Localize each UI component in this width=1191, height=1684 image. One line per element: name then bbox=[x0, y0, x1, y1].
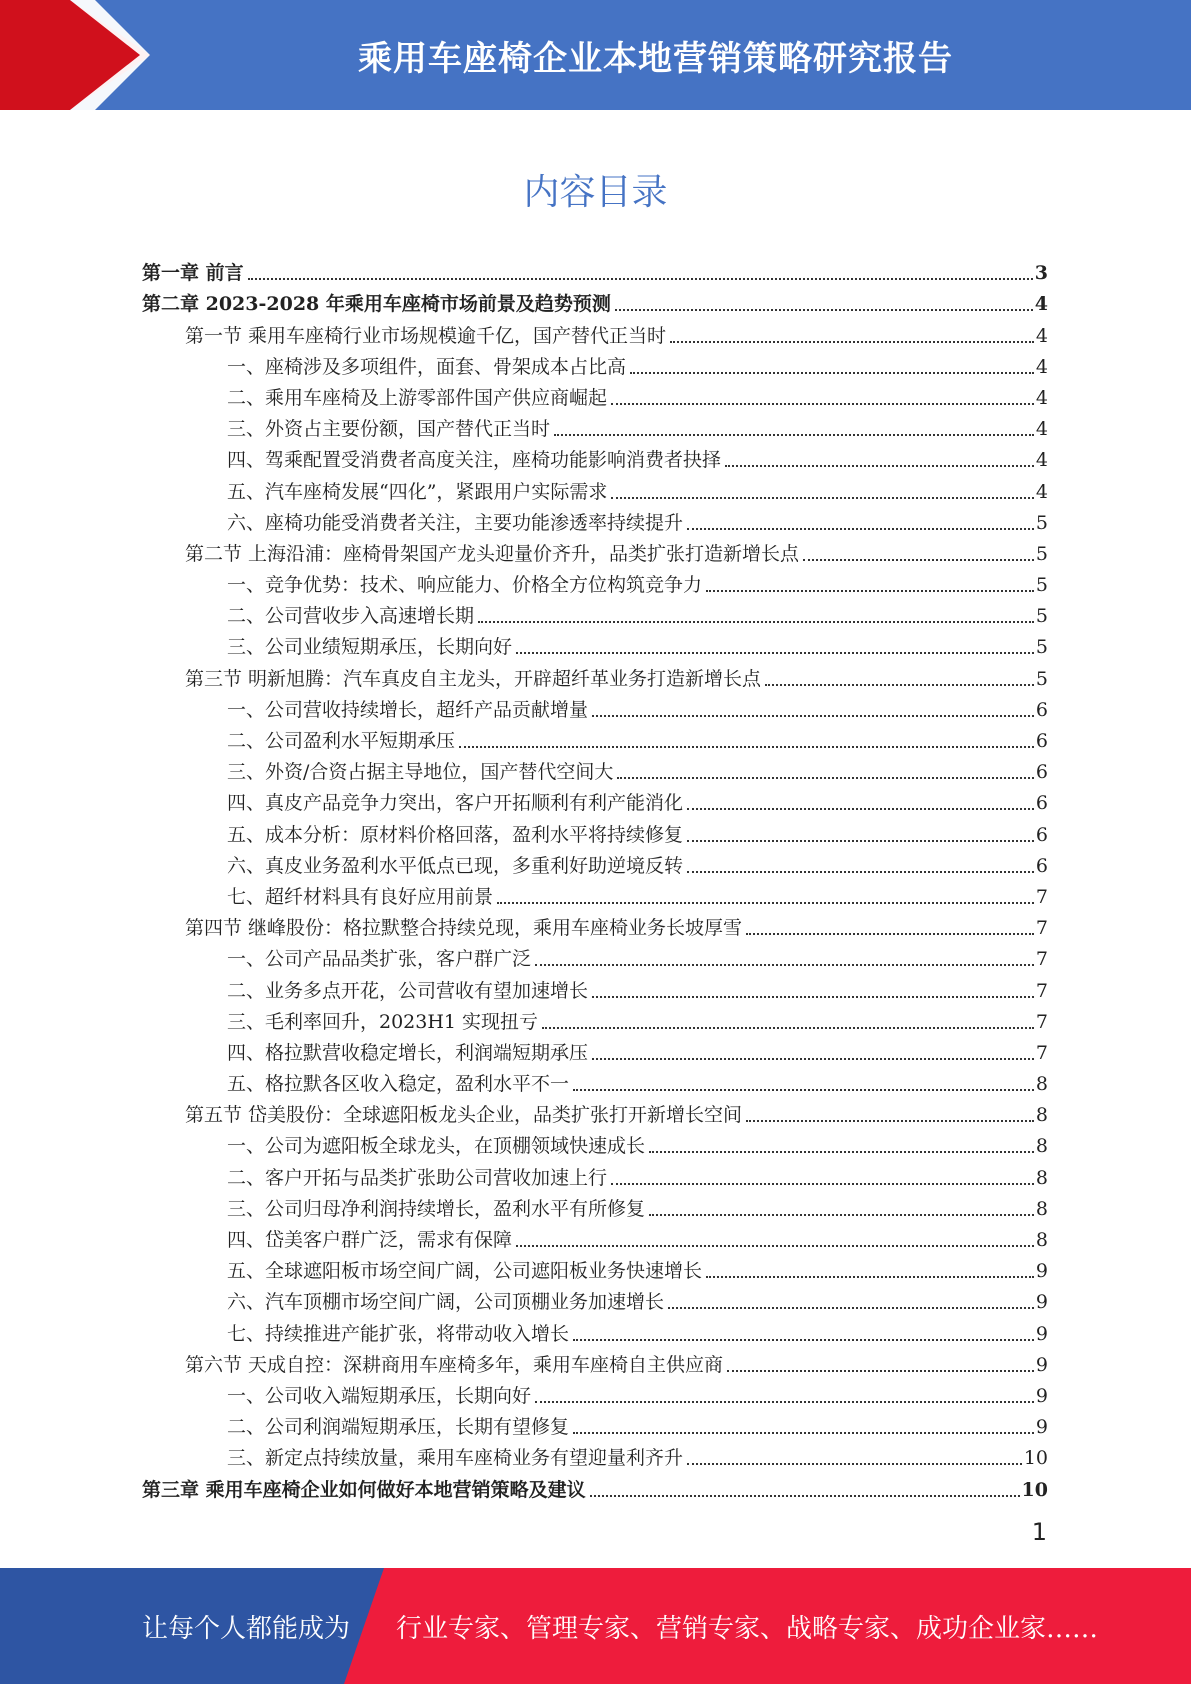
toc-entry-page: 9 bbox=[1035, 1416, 1048, 1439]
toc-entry[interactable] bbox=[142, 316, 1048, 347]
toc-entry-label: 七、持续推进产能扩张，将带动收入增长 bbox=[227, 1322, 570, 1345]
toc-entry-page: 5 bbox=[1035, 542, 1048, 565]
toc-entry-label: 七、超纤材料具有良好应用前景 bbox=[227, 885, 494, 908]
toc-entry-page: 9 bbox=[1035, 1353, 1048, 1376]
toc-entry[interactable] bbox=[142, 628, 1048, 659]
toc-entry-label: 二、业务多点开花，公司营收有望加速增长 bbox=[227, 979, 589, 1002]
toc-entry[interactable] bbox=[142, 1065, 1048, 1096]
toc-entry-page: 8 bbox=[1035, 1197, 1048, 1220]
toc-entry[interactable] bbox=[142, 597, 1048, 628]
toc-entry-label: 五、成本分析：原材料价格回落，盈利水平将持续修复 bbox=[227, 823, 684, 846]
toc-leader-dots bbox=[535, 1400, 1034, 1403]
toc-entry-page: 9 bbox=[1035, 1260, 1048, 1283]
toc-leader-dots bbox=[573, 1088, 1034, 1091]
toc-entry-page: 4 bbox=[1035, 355, 1048, 378]
toc-entry-page: 7 bbox=[1035, 917, 1048, 940]
toc-entry-label: 一、公司收入端短期承压，长期向好 bbox=[227, 1384, 532, 1407]
toc-entry-page: 9 bbox=[1035, 1384, 1048, 1407]
toc-entry-label: 一、公司营收持续增长，超纤产品贡献增量 bbox=[227, 698, 589, 721]
toc-entry[interactable] bbox=[142, 971, 1048, 1002]
toc-entry-label: 一、公司为遮阳板全球龙头，在顶棚领域快速成长 bbox=[227, 1135, 646, 1158]
toc-entry-label: 第三章 乘用车座椅企业如何做好本地营销策略及建议 bbox=[142, 1478, 586, 1501]
toc-entry-page: 8 bbox=[1035, 1073, 1048, 1096]
toc-entry-label: 第二章 2023-2028 年乘用车座椅市场前景及趋势预测 bbox=[142, 293, 611, 316]
toc-entry-page: 10 bbox=[1023, 1447, 1048, 1470]
toc-entry-page: 7 bbox=[1035, 885, 1048, 908]
toc-entry-label: 四、驾乘配置受消费者高度关注，座椅功能影响消费者抉择 bbox=[227, 449, 722, 472]
toc-entry-page: 6 bbox=[1035, 730, 1048, 752]
toc-entry-page: 6 bbox=[1035, 761, 1048, 784]
toc-leader-dots bbox=[497, 901, 1034, 904]
toc-entry-label: 二、公司利润端短期承压，长期有望修复 bbox=[227, 1416, 570, 1439]
toc-leader-dots bbox=[803, 558, 1034, 561]
toc-entry[interactable] bbox=[142, 1314, 1048, 1345]
toc-entry[interactable] bbox=[142, 847, 1048, 878]
toc-entry-page: 6 bbox=[1035, 823, 1048, 846]
footer-slogan-right: 行业专家、管理专家、营销专家、战略专家、成功企业家…… bbox=[396, 1613, 1099, 1644]
toc-leader-dots bbox=[516, 651, 1034, 654]
toc-entry-label: 三、外资/合资占据主导地位，国产替代空间大 bbox=[227, 761, 614, 784]
toc-leader-dots bbox=[459, 745, 1034, 748]
toc-entry-page: 7 bbox=[1035, 1041, 1048, 1064]
toc-entry-page: 4 bbox=[1035, 386, 1048, 409]
toc-leader-dots bbox=[706, 589, 1034, 592]
toc-entry-page: 4 bbox=[1035, 480, 1048, 503]
toc-entry-page: 4 bbox=[1035, 418, 1048, 441]
toc-leader-dots bbox=[611, 496, 1033, 499]
toc-leader-dots bbox=[611, 1182, 1034, 1185]
toc-leader-dots bbox=[630, 371, 1034, 374]
toc-entry[interactable] bbox=[142, 1003, 1048, 1034]
toc-entry[interactable] bbox=[142, 1408, 1048, 1439]
toc-entry-page: 6 bbox=[1035, 854, 1048, 877]
toc-entry[interactable] bbox=[142, 1096, 1048, 1127]
toc-entry-label: 三、公司业绩短期承压，长期向好 bbox=[227, 636, 513, 659]
toc-leader-dots bbox=[668, 1306, 1034, 1309]
toc-entry[interactable] bbox=[142, 535, 1048, 566]
toc-entry-label: 五、全球遮阳板市场空间广阔，公司遮阳板业务快速增长 bbox=[227, 1260, 703, 1283]
toc-entry-label: 一、竞争优势：技术、响应能力、价格全方位构筑竞争力 bbox=[227, 574, 703, 597]
toc-leader-dots bbox=[746, 1119, 1034, 1122]
toc-leader-dots bbox=[554, 433, 1034, 436]
toc-entry-label: 三、毛利率回升，2023H1 实现扭亏 bbox=[227, 1010, 539, 1033]
toc-entry-label: 五、汽车座椅发展“四化”，紧跟用户实际需求 bbox=[227, 480, 608, 503]
toc-entry-label: 第一节 乘用车座椅行业市场规模逾千亿，国产替代正当时 bbox=[185, 324, 667, 347]
toc-leader-dots bbox=[592, 1057, 1034, 1060]
toc-title: 内容目录 bbox=[523, 172, 668, 213]
toc-entry[interactable] bbox=[142, 1127, 1048, 1158]
toc-entry[interactable] bbox=[142, 472, 1048, 503]
toc-leader-dots bbox=[649, 1150, 1034, 1153]
toc-entry[interactable] bbox=[142, 504, 1048, 535]
toc-leader-dots bbox=[573, 1431, 1034, 1434]
toc-entry-label: 二、客户开拓与品类扩张助公司营收加速上行 bbox=[227, 1166, 608, 1189]
toc-entry[interactable] bbox=[142, 348, 1048, 379]
toc-entry-label: 六、座椅功能受消费者关注，主要功能渗透率持续提升 bbox=[227, 511, 684, 534]
toc-entry-page: 5 bbox=[1035, 511, 1048, 534]
toc-leader-dots bbox=[670, 340, 1034, 343]
toc-leader-dots bbox=[687, 527, 1034, 530]
toc-leader-dots bbox=[592, 714, 1034, 717]
toc-entry-label: 第一章 前言 bbox=[142, 262, 244, 285]
toc-leader-dots bbox=[725, 464, 1034, 467]
toc-entry-label: 四、真皮产品竞争力突出，客户开拓顺利有利产能消化 bbox=[227, 792, 684, 815]
toc-entry-label: 第三节 明新旭腾：汽车真皮自主龙头，开辟超纤革业务打造新增长点 bbox=[185, 667, 762, 690]
toc-entry[interactable] bbox=[142, 254, 1048, 285]
toc-entry[interactable] bbox=[142, 722, 1048, 753]
toc-leader-dots bbox=[478, 620, 1034, 623]
toc-entry[interactable] bbox=[142, 1158, 1048, 1189]
report-title: 乘用车座椅企业本地营销策略研究报告 bbox=[358, 38, 953, 79]
toc-entry-page: 3 bbox=[1034, 262, 1048, 285]
toc-entry[interactable] bbox=[142, 909, 1048, 940]
toc-entry[interactable] bbox=[142, 1470, 1048, 1501]
toc-entry[interactable] bbox=[142, 1190, 1048, 1221]
toc-entry-label: 六、汽车顶棚市场空间广阔，公司顶棚业务加速增长 bbox=[227, 1291, 665, 1314]
toc-entry-label: 二、公司盈利水平短期承压 bbox=[227, 730, 456, 752]
toc-entry[interactable] bbox=[142, 940, 1048, 971]
header-band bbox=[0, 0, 1191, 110]
toc-leader-dots bbox=[590, 1494, 1020, 1497]
chevron-arrow-icon bbox=[0, 0, 160, 110]
toc-leader-dots bbox=[611, 402, 1034, 405]
toc-entry-page: 7 bbox=[1035, 979, 1048, 1002]
toc-entry[interactable] bbox=[142, 566, 1048, 597]
toc-leader-dots bbox=[687, 870, 1034, 873]
toc-entry[interactable] bbox=[142, 1377, 1048, 1408]
toc-entry-page: 10 bbox=[1021, 1478, 1048, 1501]
toc-leader-dots bbox=[765, 683, 1034, 686]
toc-entry[interactable] bbox=[142, 1221, 1048, 1252]
toc-entry-label: 第五节 岱美股份：全球遮阳板龙头企业，品类扩张打开新增长空间 bbox=[185, 1104, 743, 1127]
toc-entry-page: 4 bbox=[1035, 324, 1048, 347]
toc-entry[interactable] bbox=[142, 410, 1048, 441]
toc-entry[interactable] bbox=[142, 1283, 1048, 1314]
toc-entry-label: 第二节 上海沿浦：座椅骨架国产龙头迎量价齐升，品类扩张打造新增长点 bbox=[185, 542, 800, 565]
toc-leader-dots bbox=[649, 1213, 1034, 1216]
toc-leader-dots bbox=[248, 277, 1033, 280]
toc-entry-page: 9 bbox=[1035, 1291, 1048, 1314]
toc-entry-page: 5 bbox=[1035, 605, 1048, 628]
toc-entry-page: 4 bbox=[1035, 449, 1048, 472]
toc-entry-label: 四、岱美客户群广泛，需求有保障 bbox=[227, 1229, 513, 1251]
toc-entry-page: 8 bbox=[1035, 1229, 1048, 1251]
toc-entry-page: 8 bbox=[1035, 1166, 1048, 1189]
toc-entry-label: 三、新定点持续放量，乘用车座椅业务有望迎量利齐升 bbox=[227, 1447, 684, 1470]
toc-entry-label: 二、乘用车座椅及上游零部件国产供应商崛起 bbox=[227, 386, 608, 409]
toc-entry-page: 6 bbox=[1035, 698, 1048, 721]
toc-entry[interactable] bbox=[142, 659, 1048, 690]
footer-band bbox=[0, 1568, 1191, 1684]
toc-entry-label: 一、座椅涉及多项组件，面套、骨架成本占比高 bbox=[227, 355, 627, 378]
toc-entry-page: 5 bbox=[1035, 574, 1048, 597]
toc-entry[interactable] bbox=[142, 1252, 1048, 1283]
toc-entry-label: 六、真皮业务盈利水平低点已现，多重利好助逆境反转 bbox=[227, 854, 684, 877]
toc-leader-dots bbox=[727, 1369, 1034, 1372]
toc-entry[interactable] bbox=[142, 691, 1048, 722]
toc-entry[interactable] bbox=[142, 441, 1048, 472]
toc-entry[interactable] bbox=[142, 285, 1048, 316]
toc-leader-dots bbox=[687, 1462, 1022, 1465]
toc-entry-label: 第六节 天成自控：深耕商用车座椅多年，乘用车座椅自主供应商 bbox=[185, 1353, 724, 1376]
toc-leader-dots bbox=[516, 1244, 1034, 1247]
toc-entry-label: 四、格拉默营收稳定增长，利润端短期承压 bbox=[227, 1041, 589, 1064]
footer-slogan-left: 让每个人都能成为 bbox=[142, 1613, 351, 1644]
toc-entry-page: 6 bbox=[1035, 792, 1048, 815]
toc-leader-dots bbox=[535, 963, 1034, 966]
table-of-contents bbox=[142, 254, 1048, 1502]
toc-leader-dots bbox=[746, 932, 1034, 935]
toc-entry[interactable] bbox=[142, 753, 1048, 784]
toc-entry-page: 7 bbox=[1035, 948, 1048, 971]
toc-leader-dots bbox=[706, 1275, 1034, 1278]
toc-entry-label: 第四节 继峰股份：格拉默整合持续兑现，乘用车座椅业务长坡厚雪 bbox=[185, 917, 743, 940]
toc-entry-label: 二、公司营收步入高速增长期 bbox=[227, 605, 475, 628]
toc-entry[interactable] bbox=[142, 878, 1048, 909]
toc-leader-dots bbox=[573, 1338, 1034, 1341]
toc-entry-page: 4 bbox=[1034, 293, 1048, 316]
toc-entry-page: 8 bbox=[1035, 1135, 1048, 1158]
toc-entry-label: 三、外资占主要份额，国产替代正当时 bbox=[227, 418, 551, 441]
toc-leader-dots bbox=[615, 308, 1033, 311]
toc-leader-dots bbox=[687, 807, 1034, 810]
toc-entry-label: 三、公司归母净利润持续增长，盈利水平有所修复 bbox=[227, 1197, 646, 1220]
toc-entry-page: 9 bbox=[1035, 1322, 1048, 1345]
toc-entry-page: 5 bbox=[1035, 636, 1048, 659]
page-number: 1 bbox=[1031, 1518, 1047, 1546]
toc-leader-dots bbox=[592, 995, 1034, 998]
toc-entry-label: 一、公司产品品类扩张，客户群广泛 bbox=[227, 948, 532, 971]
toc-leader-dots bbox=[687, 839, 1034, 842]
toc-entry-label: 五、格拉默各区收入稳定，盈利水平不一 bbox=[227, 1073, 570, 1096]
toc-entry[interactable] bbox=[142, 1439, 1048, 1470]
toc-entry[interactable] bbox=[142, 1034, 1048, 1065]
toc-leader-dots bbox=[617, 776, 1034, 779]
toc-leader-dots bbox=[542, 1026, 1034, 1029]
toc-entry[interactable] bbox=[142, 1346, 1048, 1377]
toc-entry[interactable] bbox=[142, 784, 1048, 815]
toc-entry-page: 7 bbox=[1035, 1010, 1048, 1033]
toc-entry-page: 8 bbox=[1035, 1104, 1048, 1127]
toc-entry-page: 5 bbox=[1035, 667, 1048, 690]
toc-entry[interactable] bbox=[142, 815, 1048, 846]
toc-entry[interactable] bbox=[142, 379, 1048, 410]
